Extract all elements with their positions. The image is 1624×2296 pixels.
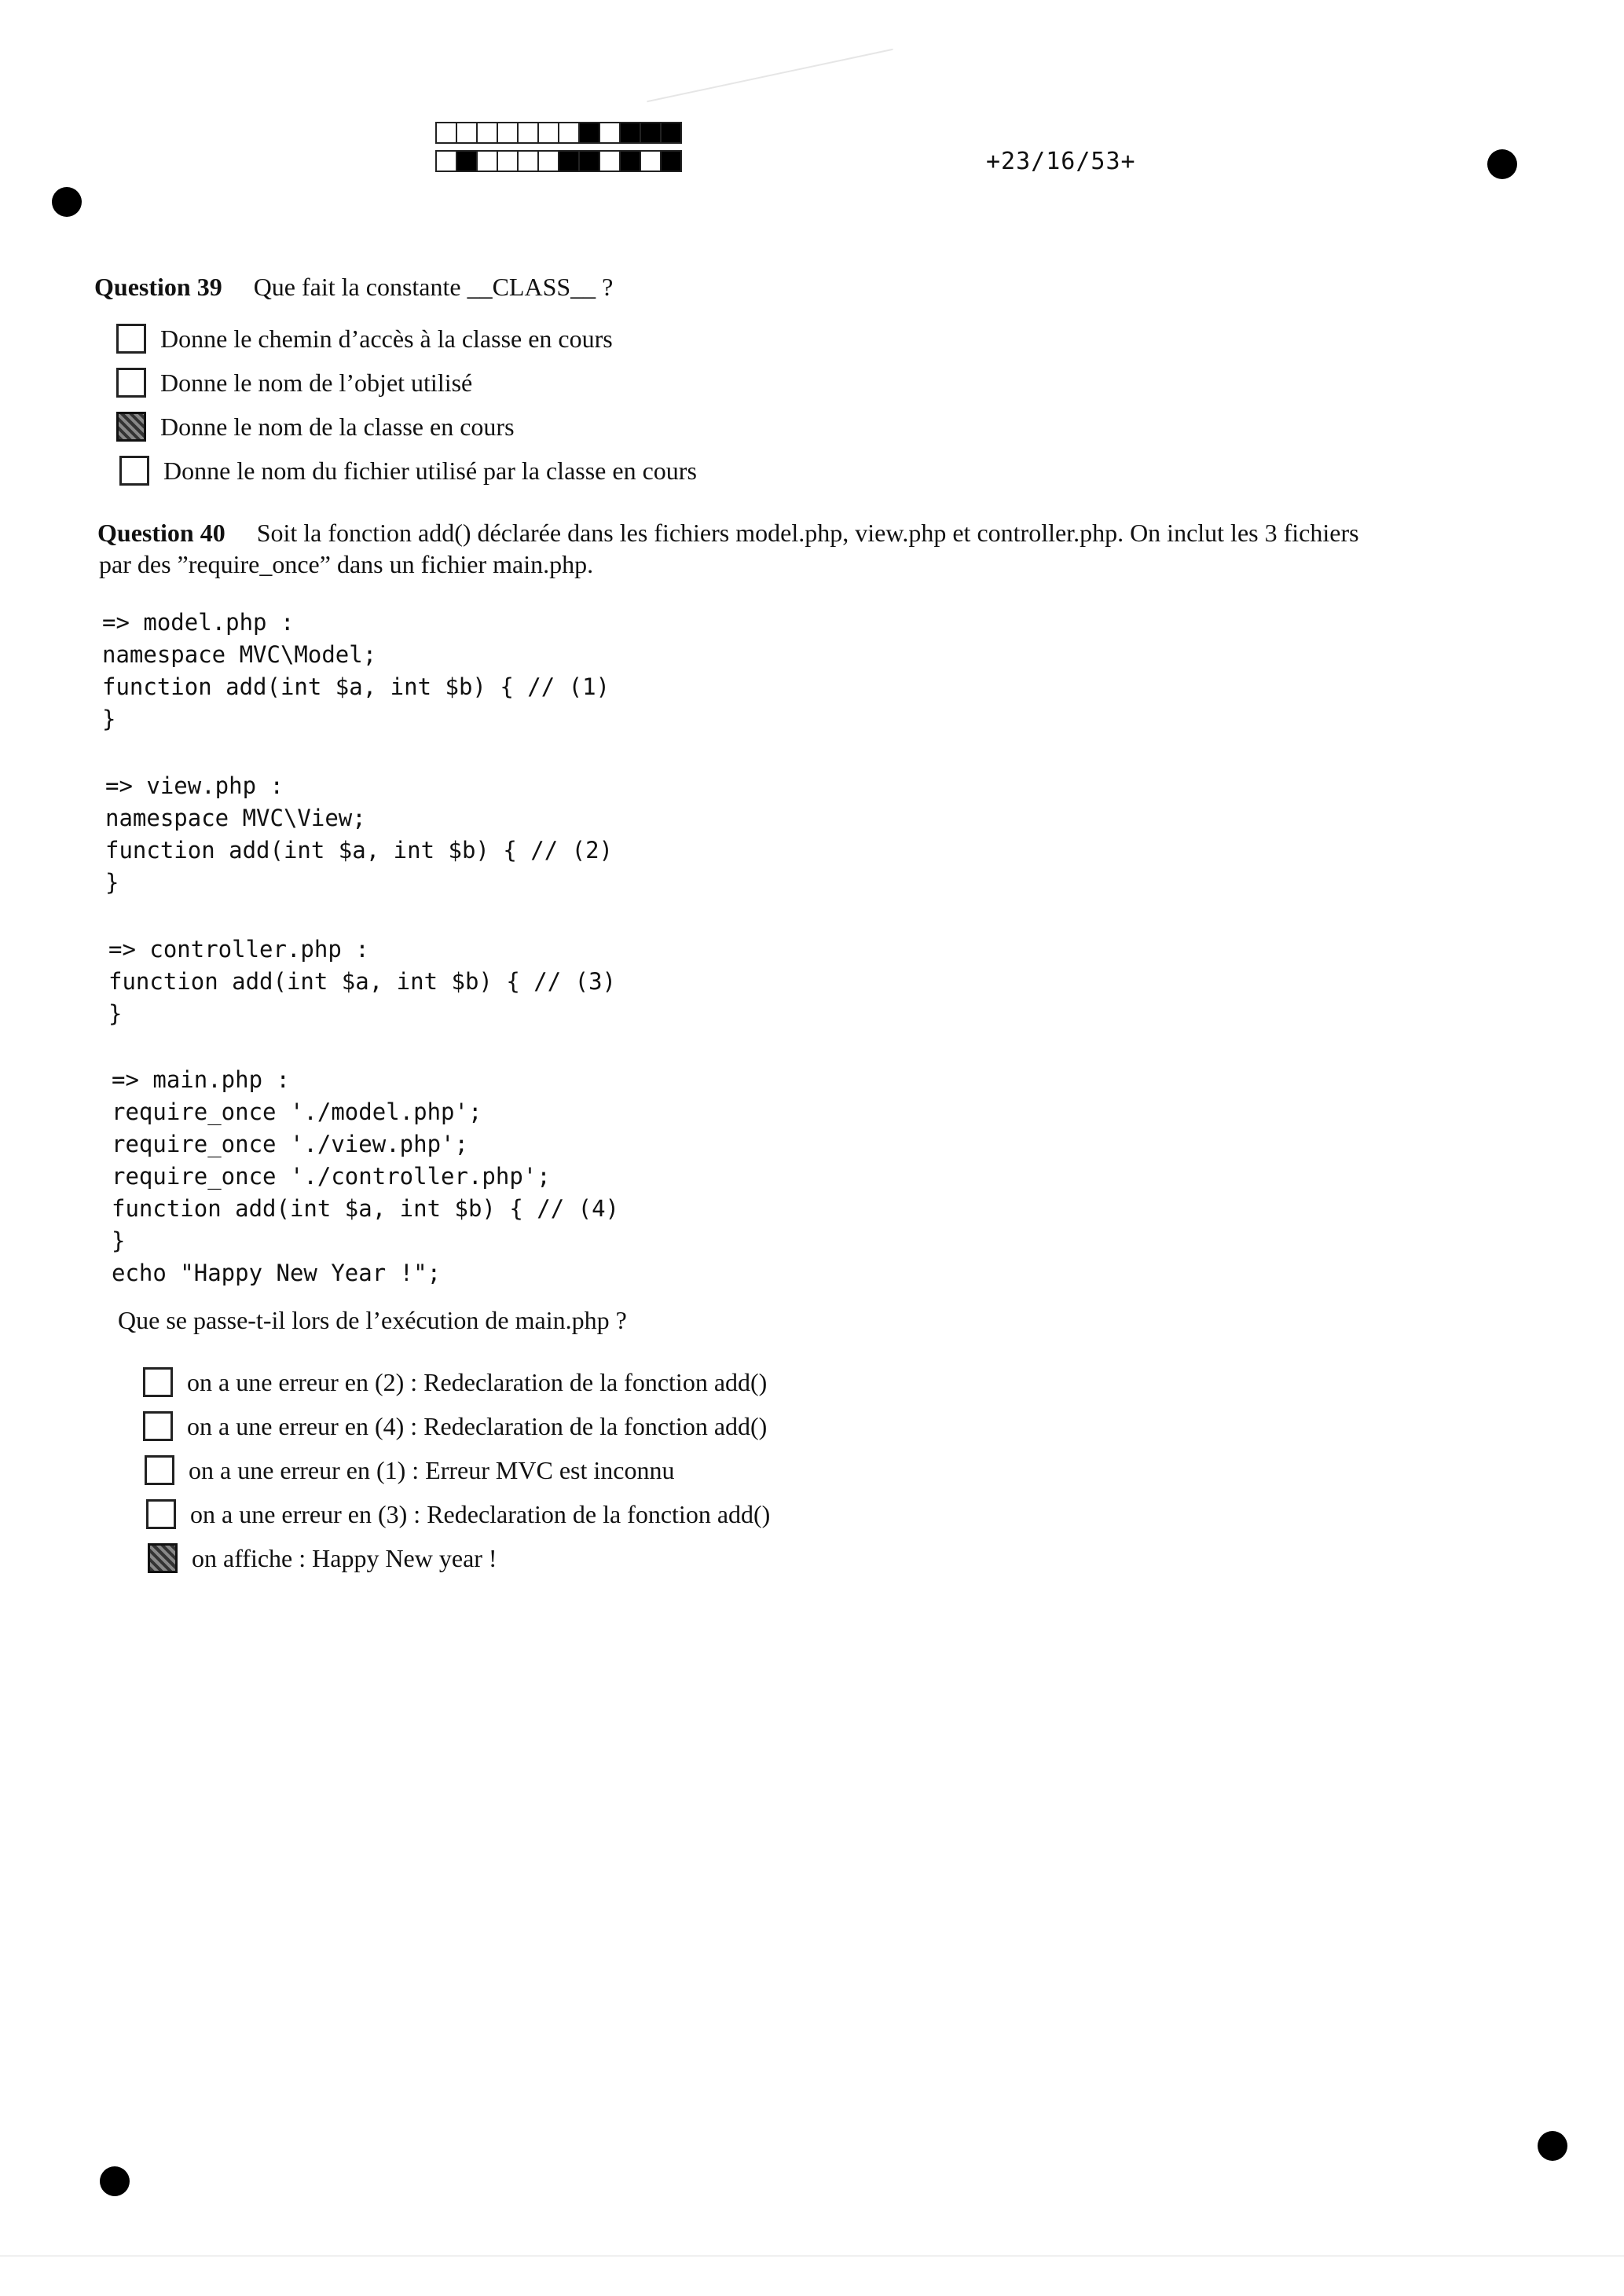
question-40-heading xyxy=(97,517,1359,548)
barcode-cell xyxy=(578,150,600,172)
question-40-text: Soit la fonction add() déclarée dans les fichiers model.php, view.php et controller.php. On inclut les 3 fichiers xyxy=(256,519,1359,547)
barcode-cell xyxy=(476,122,498,144)
q39-checkbox-2[interactable] xyxy=(116,368,146,398)
q39-choice-2-text: Donne le nom de l’objet utilisé xyxy=(160,368,473,397)
barcode-cell xyxy=(537,122,559,144)
q40-checkbox-1[interactable] xyxy=(143,1367,173,1397)
q39-choice-4-text: Donne le nom du fichier utilisé par la classe en cours xyxy=(163,456,697,485)
barcode-cell xyxy=(497,150,519,172)
q39-choice-4[interactable] xyxy=(119,456,697,486)
question-40-label: Question 40 xyxy=(97,519,225,547)
barcode-cell xyxy=(640,150,662,172)
registration-mark-top-left xyxy=(52,187,82,217)
barcode-cell xyxy=(660,150,682,172)
registration-mark-bottom-left xyxy=(100,2166,130,2196)
question-39-text: Que fait la constante __CLASS__ ? xyxy=(253,273,614,301)
q39-checkbox-4[interactable] xyxy=(119,456,149,486)
student-id-barcode xyxy=(435,122,680,172)
barcode-cell xyxy=(578,122,600,144)
q40-checkbox-5-checked[interactable] xyxy=(148,1543,178,1573)
barcode-cell xyxy=(456,150,478,172)
q39-choice-3-text: Donne le nom de la classe en cours xyxy=(160,412,515,441)
q39-checkbox-1[interactable] xyxy=(116,324,146,354)
q40-choice-4-text: on a une erreur en (3) : Redeclaration de la fonction add() xyxy=(190,1499,771,1528)
code-controller-php: => controller.php : function add(int $a, int $b) { // (3) } xyxy=(108,936,617,1027)
barcode-cell xyxy=(640,122,662,144)
barcode-cell xyxy=(517,122,539,144)
barcode-cell xyxy=(456,122,478,144)
barcode-cell xyxy=(476,150,498,172)
q39-choice-2[interactable] xyxy=(116,368,472,398)
barcode-cell xyxy=(435,150,457,172)
code-main-php: => main.php : require_once './model.php'; require_once './view.php'; require_once './controller.php'; function add(int $a, int $b) { // (4) } echo "Happy New Year !"; xyxy=(112,1066,620,1286)
barcode-row-2 xyxy=(435,150,680,172)
q40-choice-1[interactable] xyxy=(143,1367,767,1397)
q40-choice-2-text: on a une erreur en (4) : Redeclaration de la fonction add() xyxy=(187,1411,768,1440)
barcode-cell xyxy=(599,150,621,172)
q40-choice-1-text: on a une erreur en (2) : Redeclaration de la fonction add() xyxy=(187,1367,768,1396)
question-40-text-line-2: par des ”require_once” dans un fichier main.php. xyxy=(99,550,594,578)
q40-choice-2[interactable] xyxy=(143,1411,767,1441)
barcode-cell xyxy=(660,122,682,144)
barcode-cell xyxy=(517,150,539,172)
q39-choice-1[interactable] xyxy=(116,324,613,354)
question-39-heading xyxy=(94,271,613,303)
q40-checkbox-3[interactable] xyxy=(145,1455,174,1485)
q39-choice-1-text: Donne le chemin d’accès à la classe en cours xyxy=(160,324,613,353)
question-40-prompt: Que se passe-t-il lors de l’exécution de main.php ? xyxy=(118,1306,627,1334)
q39-checkbox-3-checked[interactable] xyxy=(116,412,146,442)
barcode-cell xyxy=(537,150,559,172)
q40-checkbox-4[interactable] xyxy=(146,1499,176,1529)
barcode-cell xyxy=(435,122,457,144)
barcode-cell xyxy=(558,122,580,144)
q39-choice-3[interactable] xyxy=(116,412,515,442)
q40-choice-5[interactable] xyxy=(148,1543,497,1573)
q40-choice-3-text: on a une erreur en (1) : Erreur MVC est inconnu xyxy=(189,1455,675,1484)
scan-edge-line xyxy=(0,2255,1624,2257)
barcode-cell xyxy=(599,122,621,144)
page-identifier: +23/16/53+ xyxy=(986,148,1136,175)
barcode-row-1 xyxy=(435,122,680,144)
registration-mark-top-right xyxy=(1487,149,1517,179)
barcode-cell xyxy=(619,150,641,172)
q40-choice-4[interactable] xyxy=(146,1499,770,1529)
scan-streak xyxy=(647,49,893,102)
code-view-php: => view.php : namespace MVC\View; function add(int $a, int $b) { // (2) } xyxy=(105,772,614,896)
registration-mark-bottom-right xyxy=(1538,2131,1567,2161)
q40-choice-5-text: on affiche : Happy New year ! xyxy=(192,1543,497,1572)
code-model-php: => model.php : namespace MVC\Model; function add(int $a, int $b) { // (1) } xyxy=(102,609,610,732)
barcode-cell xyxy=(619,122,641,144)
barcode-cell xyxy=(497,122,519,144)
q40-choice-3[interactable] xyxy=(145,1455,674,1485)
question-39-label: Question 39 xyxy=(94,273,222,301)
barcode-cell xyxy=(558,150,580,172)
q40-checkbox-2[interactable] xyxy=(143,1411,173,1441)
